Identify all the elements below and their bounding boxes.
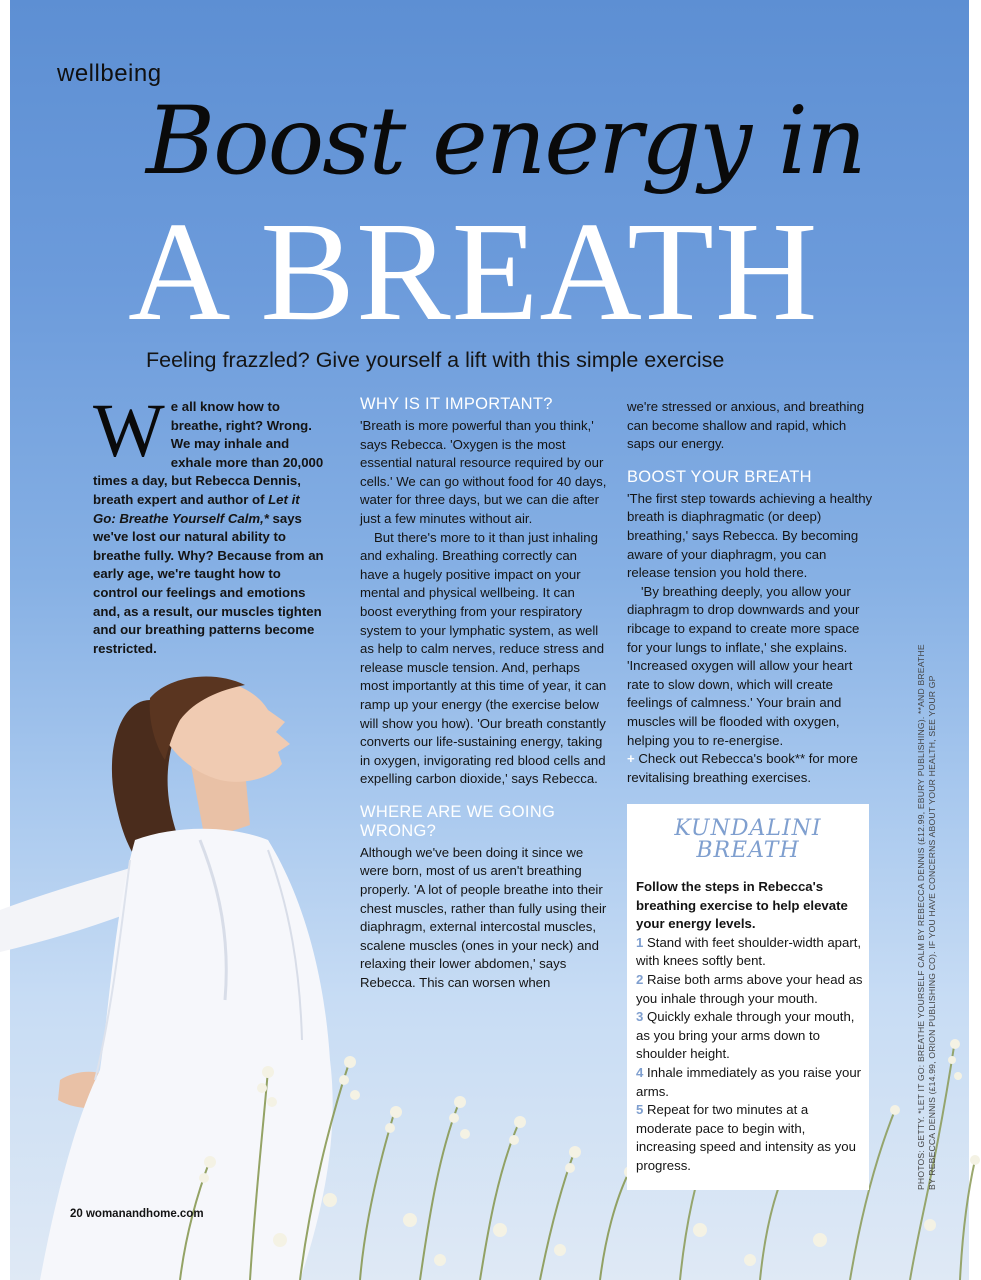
box-title-line-1: KUNDALINI [674, 816, 822, 841]
step-number: 5 [636, 1102, 644, 1118]
page-folio: 20 womanandhome.com [70, 1208, 204, 1220]
wrong-paragraph-1: Although we've been doing it since we were born, most of us aren't breathing properly. 'A lot of people breathe into their chest muscles, rather than fully using their diaphragm, external intercostal muscles, scalene muscles (ones in your neck) and relaxing their lower abdomen,' says Rebecca. This can worsen when [360, 844, 607, 991]
middle-column [360, 395, 608, 993]
subhead-why: WHY IS IT IMPORTANT? [360, 395, 553, 413]
section-label: wellbeing [57, 60, 162, 87]
subhead-boost: BOOST YOUR BREATH [627, 467, 812, 486]
continued-paragraph: we're stressed or anxious, and breathing can become shallow and rapid, which saps our energy. [627, 399, 865, 452]
credit-line-2: BY REBECCA DENNIS (£14.99, ORION PUBLISHING CO). IF YOU HAVE CONCERNS ABOUT YOUR HEALTH, SEE YOUR GP [927, 675, 937, 1190]
step-2 [636, 971, 864, 1008]
plus-icon: + [627, 751, 635, 767]
book-title: Let it Go: Breathe Yourself Calm,* [93, 491, 300, 526]
box-body [636, 878, 864, 1176]
step-number: 4 [636, 1064, 644, 1080]
box-intro: Follow the steps in Rebecca's breathing exercise to help elevate your energy levels. [636, 879, 848, 932]
subhead-wrong: WHERE ARE WE GOING WRONG? [360, 802, 556, 840]
intro-column [93, 389, 325, 658]
kundalini-breath-box [627, 804, 869, 1190]
step-text: Quickly exhale through your mouth, as you bring your arms down to shoulder height. [636, 1009, 855, 1062]
step-4 [636, 1064, 864, 1101]
step-1 [636, 934, 864, 971]
right-column [627, 398, 873, 787]
why-paragraph-1: 'Breath is more powerful than you think,' says Rebecca. 'Oxygen is the most essential natural resource required by our cells.' We can go without food for 40 days, water for three days, but we can die after just a few minutes without air. [360, 418, 607, 526]
credit-line-1: PHOTOS: GETTY. *LET IT GO: BREATHE YOURSELF CALM BY REBECCA DENNIS (£12.99, EBURY PUBLISHING). **AND BREATHE [916, 644, 926, 1190]
step-3 [636, 1008, 864, 1064]
step-5 [636, 1101, 864, 1175]
step-number: 1 [636, 934, 644, 950]
box-title-line-2: BREATH [696, 838, 800, 863]
book-cta [627, 750, 873, 787]
step-text: Raise both arms above your head as you inhale through your mouth. [636, 971, 863, 1006]
boost-paragraph-2: 'By breathing deeply, you allow your diaphragm to drop downwards and your ribcage to expand to create more space for your lungs to inflate,' she explains. 'Increased oxygen will allow your heart rate to slow down, which will create feelings of calmness.' Your brain and muscles will be flooded with oxygen, helping you to re-energise. [627, 583, 860, 748]
box-title [627, 818, 869, 862]
intro-text: e all know how to breathe, right? Wrong. We may inhale and exhale more than 20,000 times a day, but Rebecca Dennis, breath expert and author of [93, 399, 324, 507]
book-cta-text: Check out Rebecca's book** for more revitalising breathing exercises. [627, 751, 858, 785]
step-number: 2 [636, 971, 644, 987]
headline-line-1: Boost energy in [146, 87, 865, 196]
boost-paragraph-1: 'The first step towards achieving a healthy breath is diaphragmatic (or deep) breathing,' says Rebecca. By becoming aware of your diaphragm, you can release tension you hold there. [627, 490, 873, 581]
why-paragraph-2: But there's more to it than just inhaling and exhaling. Breathing correctly can have a hugely positive impact on your mental and physical wellbeing. It can boost everything from your respiratory system to your lymphatic system, as well as help to calm nerves, reduce stress and release muscle tension. And, perhaps most importantly at this time of year, it can ramp up your energy (the exercise below will show you how). 'Our breath constantly converts our life-sustaining energy, taking in oxygen, invigorating red blood cells and expelling carbon dioxide,' says Rebecca. [360, 529, 607, 787]
step-text: Repeat for two minutes at a moderate pace to begin with, increasing speed and intensity as you progress. [636, 1102, 856, 1173]
intro-text-end: says we've lost our natural ability to breathe fully. Why? Because from an early age, we're taught how to control our feelings and emotions and, as a result, our muscles tighten and our breathing patterns become restricted. [93, 510, 324, 656]
standfirst: Feeling frazzled? Give yourself a lift with this simple exercise [146, 348, 725, 372]
step-number: 3 [636, 1009, 644, 1025]
photo-credits [916, 644, 938, 1190]
step-text: Inhale immediately as you raise your arms. [636, 1064, 862, 1099]
drop-cap: W [93, 389, 165, 473]
headline-line-2: A BREATH [128, 192, 819, 350]
step-text: Stand with feet shoulder-width apart, with knees softly bent. [636, 934, 862, 969]
